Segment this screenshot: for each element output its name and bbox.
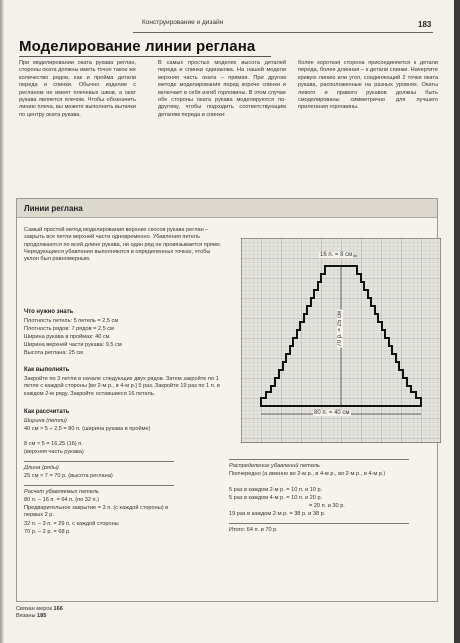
footer-notes bbox=[16, 606, 63, 620]
width-label: Ширина (петли) bbox=[24, 418, 67, 424]
distribution-line: Поочередно (а именно во 2-м р., в 4-м р., во 2-м р., в 4-м р.) bbox=[229, 471, 386, 477]
need-line: Плотность петель: 5 петель = 2,5 см bbox=[24, 318, 119, 324]
howto-heading: Как выполнять bbox=[24, 367, 70, 373]
divider bbox=[229, 459, 409, 460]
need-heading: Что нужно знать bbox=[24, 309, 74, 315]
distribution-line: = 20 п. и 30 р. bbox=[309, 503, 345, 509]
howto-text: Закройте по 3 петли в начале следующих двух рядов. Затем закройте по 1 петле с каждой стороны [во 2-м р., в 4-м р.] 5 раз. Закройте 19 раз по 1 п. в каждом 2-м ряду. Закройте оставшиеся 16 петель. bbox=[24, 376, 220, 397]
distribution-line: 5 раз в каждом 2-м р. = 10 п. и 10 р. bbox=[229, 487, 323, 493]
section-title: Конструирование и дизайн bbox=[142, 19, 224, 26]
dec-label: Расчет убавляемых петель bbox=[24, 489, 99, 495]
width-line: 8 см × 5 = 16,25 (16) п. bbox=[24, 441, 83, 447]
distribution-label: Распределение убавлений петель bbox=[229, 463, 320, 469]
divider bbox=[24, 461, 174, 462]
distribution-total: Итого: 64 п. и 70 р. bbox=[229, 527, 278, 533]
dec-line: Предварительное закрытие = 3 п. (с каждой стороны) в первых 2 р. bbox=[24, 505, 169, 519]
intro-column-3: более короткая сторона присоединяется к детали переда, более длинная – к детали спинки. Начертите кривую линию или угол, соединяющий 2 точки оката рукава, расположенные на разных уровнях. Окаты левого и правого рукавов должны быть смоделированы симметрично для лучшего прилегания горловины. bbox=[298, 60, 438, 111]
raglan-chart bbox=[241, 238, 441, 443]
dec-line: 32 п. – 3 п. = 29 п. с каждой стороны bbox=[24, 521, 119, 527]
intro-column-2: В самых простых моделях высота деталей переда и спинки одинакова. На нашей модели верхняя часть оката – прямая. При другом методе моделирования перед короче спинки и включает в себя изгиб горловины. В этом случае обе стороны оката рукава моделируются по-другому, чтобы подходить соответствующим деталям переда и спинки: bbox=[158, 60, 286, 118]
page-number: 183 bbox=[418, 20, 432, 29]
footer-line: Связан мерок 166 bbox=[16, 606, 63, 612]
calc-heading: Как рассчитать bbox=[24, 409, 70, 415]
footer-line: Вязаны 185 bbox=[16, 613, 47, 619]
divider bbox=[229, 523, 409, 524]
intro-column-1: При моделировании оката рукава реглан, стороны оката должны иметь точно такое же количество рядов, как и пройма детали переда и спинки. Обычно изделие с регланом не имеет плечевых швов, а окат рукава является плечом. Чтобы обозначить линию плеча, вы можете выполнить вытачки по центру оката рукава. bbox=[19, 60, 136, 118]
need-line: Ширина рукава в проймах: 40 см bbox=[24, 334, 110, 340]
dec-line: 80 п. – 16 п. = 64 п. (по 32 п.) bbox=[24, 497, 100, 503]
box-intro: Самый простой метод моделирования верхних скосов рукава реглан – закрыть все петли верхней части одновременно. Убавления петель продолжаются по всей длине рукава, ни один ряд не провязывается прямо. Чередующиеся убавления выполняются в определенных точках, чтобы уклон был равномерным. bbox=[24, 227, 222, 263]
box-header bbox=[17, 199, 437, 218]
height-label: 70 р. = 25 см bbox=[337, 311, 343, 347]
page-title: Моделирование линии реглана bbox=[19, 38, 256, 55]
divider bbox=[24, 485, 174, 486]
need-line: Ширина верхней части рукава: 9,5 см bbox=[24, 342, 122, 348]
length-line: 25 см × 7 = 70 р. (высота реглана) bbox=[24, 473, 113, 479]
need-line: Высота реглана: 25 см bbox=[24, 350, 84, 356]
bottom-width-label: 80 п. = 40 см bbox=[314, 410, 350, 416]
distribution-line: 19 раз в каждом 2-м р. = 38 р. и 38 р. bbox=[229, 511, 326, 517]
box-title: Линии реглана bbox=[24, 204, 83, 213]
title-divider bbox=[19, 56, 271, 57]
book-page bbox=[2, 0, 454, 643]
top-width-label: 16 п. = 8 см bbox=[320, 252, 353, 258]
width-line: 40 см × 5 ÷ 2,5 = 80 п. (ширина рукава в пройме) bbox=[24, 426, 151, 432]
dec-line: 70 р. – 2 р. = 68 р. bbox=[24, 529, 71, 535]
raglan-lines-box bbox=[16, 198, 438, 602]
need-line: Плотность рядов: 7 рядов = 2,5 см bbox=[24, 326, 114, 332]
length-label: Длина (ряды) bbox=[24, 465, 59, 471]
distribution-line: 5 раз в каждом 4-м р. = 10 п. и 20 р. bbox=[229, 495, 323, 501]
width-line: (верхняя часть рукава) bbox=[24, 449, 84, 455]
